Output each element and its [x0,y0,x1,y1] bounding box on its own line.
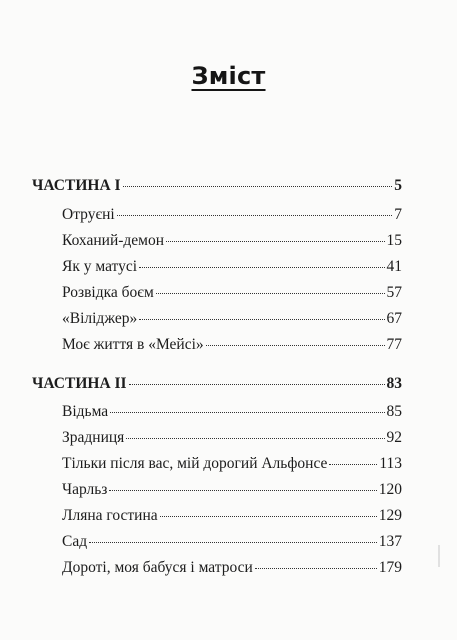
toc-entry-label: Моє життя в «Мейсі» [62,336,204,353]
dot-leader [160,516,377,517]
toc-entry-label: Коханий-демон [62,232,165,249]
dot-leader [166,241,384,242]
toc-entry[interactable] [62,309,402,329]
toc-entry-label: Отруєні [62,206,115,223]
toc-entry[interactable] [62,480,402,500]
dot-leader [156,293,385,294]
dot-leader [255,568,377,569]
toc-page-number: 83 [386,375,402,392]
toc-page-number: 15 [386,232,402,249]
dot-leader [139,267,384,268]
toc-entry[interactable] [62,257,402,277]
toc-entry[interactable] [62,454,402,474]
toc-entry[interactable] [62,428,402,448]
dot-leader [329,464,377,465]
toc-entry-label: Дороті, моя бабуся і матроси [62,559,253,576]
toc-page-number: 113 [379,455,402,472]
toc-page-number: 92 [386,429,402,446]
toc-page-number: 129 [378,507,402,524]
toc-page-number: 77 [386,336,402,353]
toc-part-1[interactable] [32,176,402,196]
dot-leader [206,345,385,346]
dot-leader [129,384,385,385]
toc-entry[interactable] [62,283,402,303]
dot-leader [117,215,393,216]
dot-leader [110,412,384,413]
toc-entry-label: Розвідка боєм [62,284,154,301]
toc-page-number: 57 [386,284,402,301]
toc-entry[interactable] [62,205,402,225]
toc-entry-label: Лляна гостина [62,507,158,524]
toc-part-label: ЧАСТИНА I [32,177,121,194]
toc-page-number: 179 [378,559,402,576]
dot-leader [89,542,377,543]
toc-entry[interactable] [62,532,402,552]
toc-page-number: 120 [378,481,402,498]
toc-page-number: 137 [378,533,402,550]
toc-entry-label: Відьма [62,403,109,420]
toc-page-number: 5 [394,177,402,194]
toc-entry-label: «Віліджер» [62,310,138,327]
toc-page-number: 7 [394,206,402,223]
toc-entry-label: Як у матусі [62,258,138,275]
toc-page-number: 41 [386,258,402,275]
dot-leader [123,186,393,187]
toc-entry-label: Сад [62,533,88,550]
toc-part-2[interactable] [32,374,402,394]
dot-leader [139,319,384,320]
toc-page-number: 67 [386,310,402,327]
toc-entry[interactable] [62,558,402,578]
toc-entry-label: Тільки після вас, мій дорогий Альфонсе [62,455,328,472]
dot-leader [109,490,376,491]
toc-entry-label: Зрадниця [62,429,125,446]
dot-leader [126,438,384,439]
toc-entry[interactable] [62,506,402,526]
toc-entry[interactable] [62,335,402,355]
toc-page-number: 85 [386,403,402,420]
toc-part-label: ЧАСТИНА II [32,375,127,392]
page-title-text: Зміст [191,62,266,90]
toc-entry[interactable] [62,402,402,422]
scan-artifact [438,545,440,567]
toc-entry-label: Чарльз [62,481,108,498]
toc-entry[interactable] [62,231,402,251]
